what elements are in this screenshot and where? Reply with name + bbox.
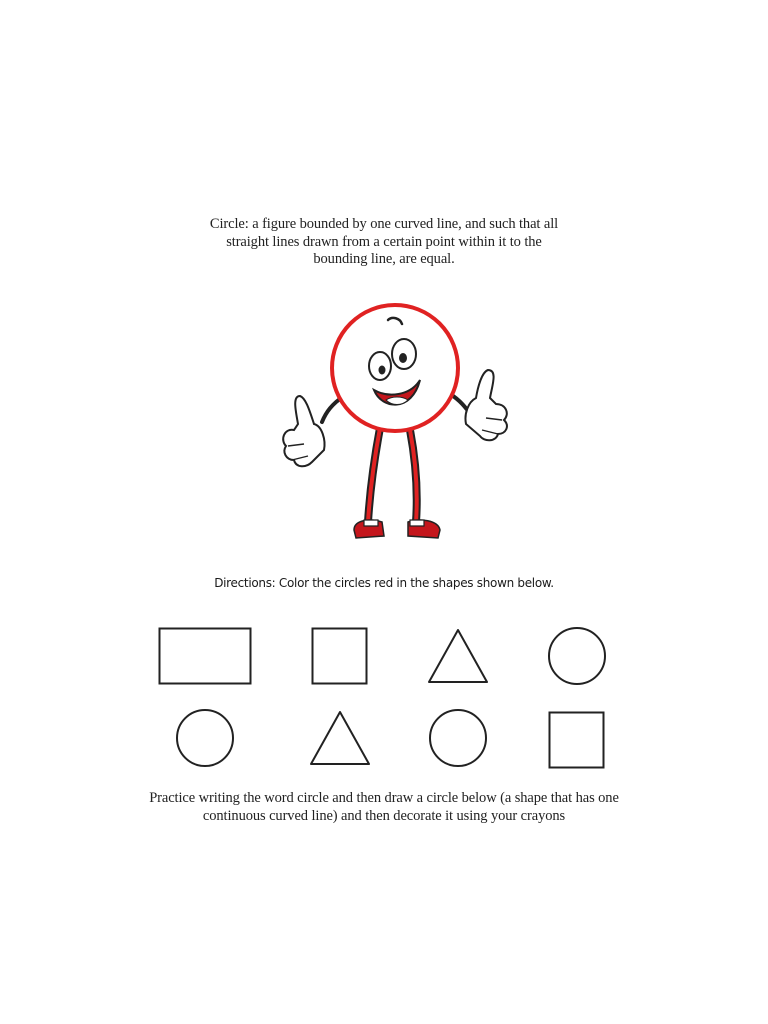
directions-text: Directions: Color the circles red in the shapes shown below. [214,576,554,590]
square-shape[interactable] [548,711,605,769]
mascot-head [332,305,458,431]
practice-line: continuous curved line) and then decorate it using your crayons [202,807,566,824]
mascot-shoes [354,520,440,538]
practice-instructions [110,790,658,825]
rectangle-shape[interactable] [158,627,252,685]
definition-line: bounding line, are equal. [313,251,455,267]
circle-mascot-illustration [270,300,520,550]
definition-line: Circle: a figure bounded by one curved line, and such that all [209,216,559,232]
circle-shape[interactable] [547,626,607,686]
mascot-legs [368,428,417,522]
triangle-shape[interactable] [309,710,371,766]
right-thumbs-up-hand [465,370,506,440]
left-thumbs-up-hand [283,396,324,466]
circle-shape[interactable] [175,708,235,768]
definition-line: straight lines drawn from a certain point within it to the [226,233,542,250]
circle-shape[interactable] [428,708,488,768]
triangle-shape[interactable] [427,628,489,684]
practice-line: Practice writing the word circle and then draw a circle below (a shape that has one [149,790,619,806]
definition-text [184,216,584,269]
square-shape[interactable] [311,627,368,685]
